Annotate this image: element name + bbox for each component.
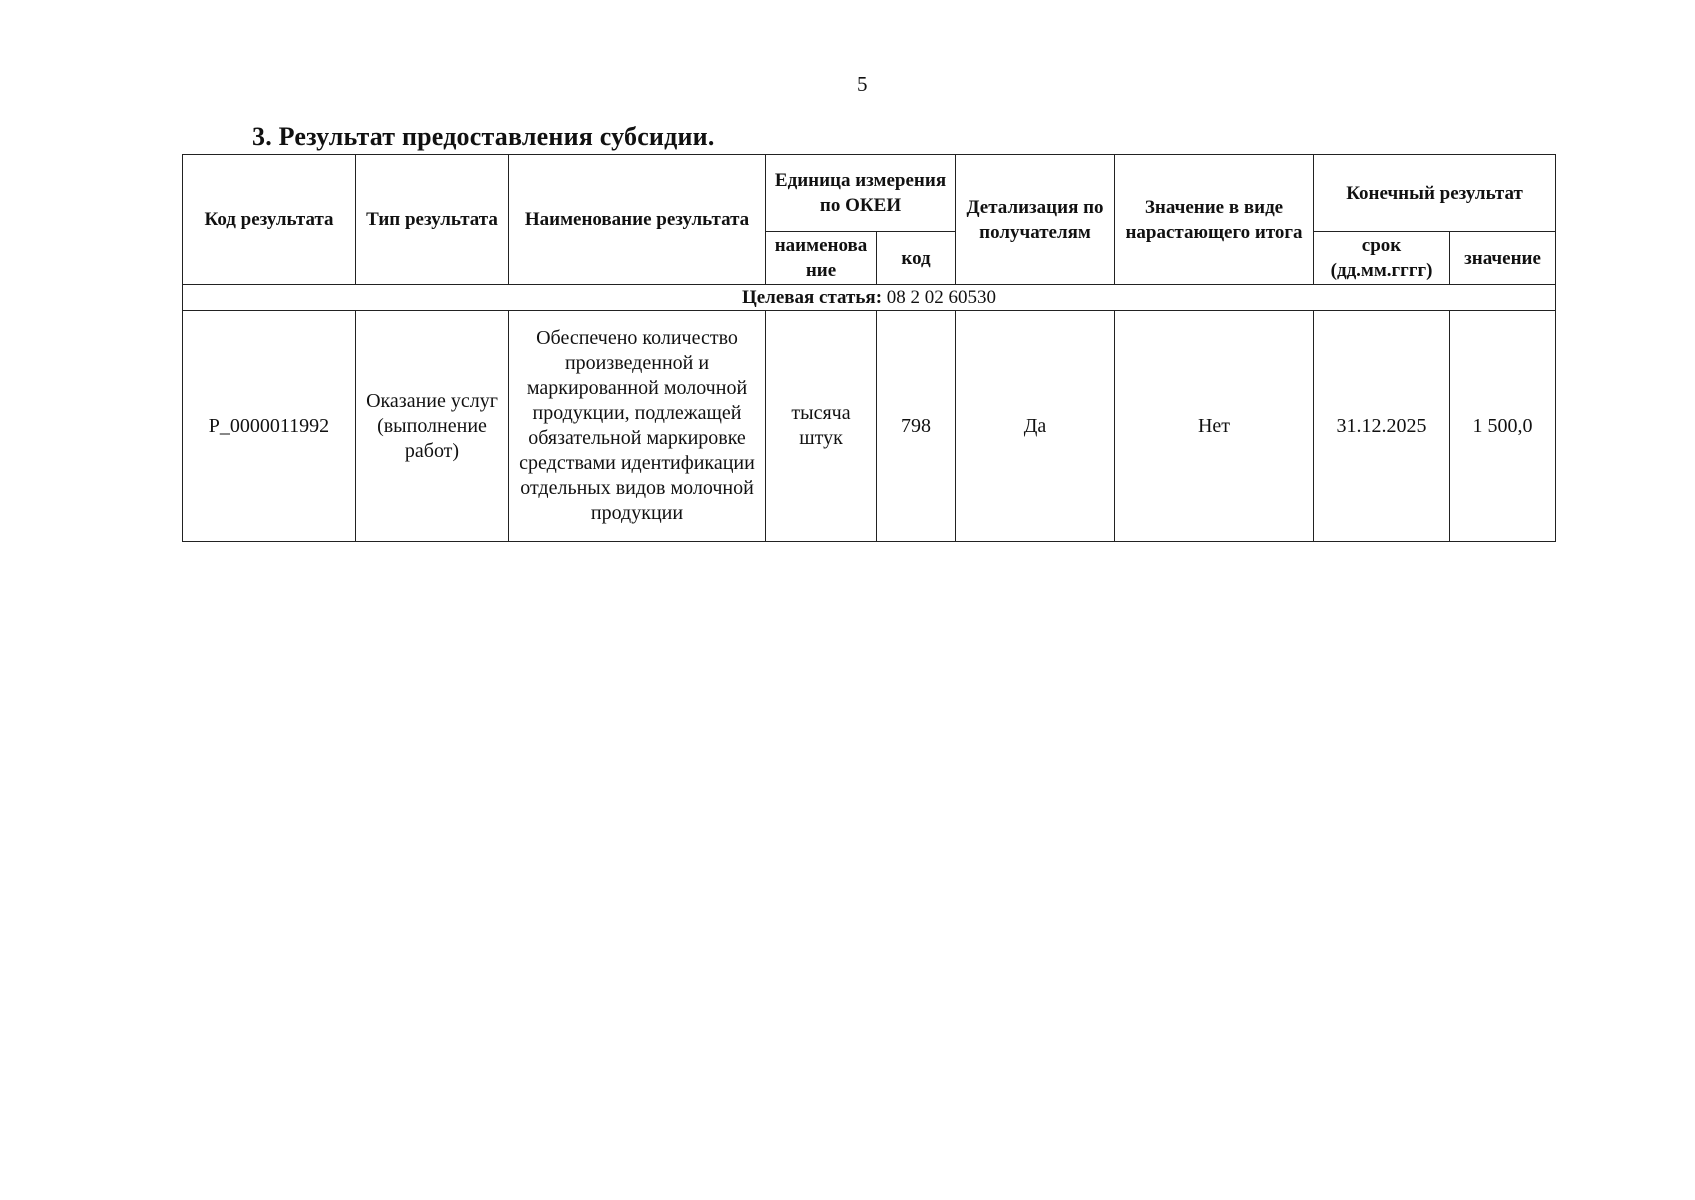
header-name: Наименование результата bbox=[509, 155, 766, 285]
cell-code: P_0000011992 bbox=[183, 311, 356, 542]
target-cell bbox=[183, 285, 1556, 311]
header-unit-code: код bbox=[877, 232, 956, 285]
header-deadline: срок (дд.мм.гггг) bbox=[1314, 232, 1450, 285]
cell-cumulative: Нет bbox=[1115, 311, 1314, 542]
header-unit: Единица измерения по ОКЕИ bbox=[766, 155, 956, 232]
header-value: значение bbox=[1450, 232, 1556, 285]
target-value: 08 2 02 60530 bbox=[886, 287, 997, 308]
header-unit-name: наименова ние bbox=[766, 232, 877, 285]
results-table bbox=[182, 154, 1556, 542]
cell-detail: Да bbox=[956, 311, 1115, 542]
page-number: 5 bbox=[857, 72, 868, 96]
header-code: Код результата bbox=[183, 155, 356, 285]
cell-name: Обеспечено количество произведенной и маркированной молочной продукции, подлежащей обязательной маркировке средствами идентификации отдельных видов молочной продукции bbox=[509, 311, 766, 542]
section-title: 3. Результат предоставления субсидии. bbox=[252, 122, 715, 151]
cell-value: 1 500,0 bbox=[1450, 311, 1556, 542]
cell-unit-name: тысяча штук bbox=[766, 311, 877, 542]
header-detail: Детализация по получателям bbox=[956, 155, 1115, 285]
cell-deadline: 31.12.2025 bbox=[1314, 311, 1450, 542]
header-row-top bbox=[183, 155, 1556, 232]
table-row bbox=[183, 311, 1556, 542]
header-cumulative: Значение в виде нарастающего итога bbox=[1115, 155, 1314, 285]
cell-unit-code: 798 bbox=[877, 311, 956, 542]
header-type: Тип результата bbox=[356, 155, 509, 285]
target-row bbox=[183, 285, 1556, 311]
target-label: Целевая статья: bbox=[741, 287, 883, 308]
header-final: Конечный результат bbox=[1314, 155, 1556, 232]
cell-type: Оказание услуг (выполнение работ) bbox=[356, 311, 509, 542]
